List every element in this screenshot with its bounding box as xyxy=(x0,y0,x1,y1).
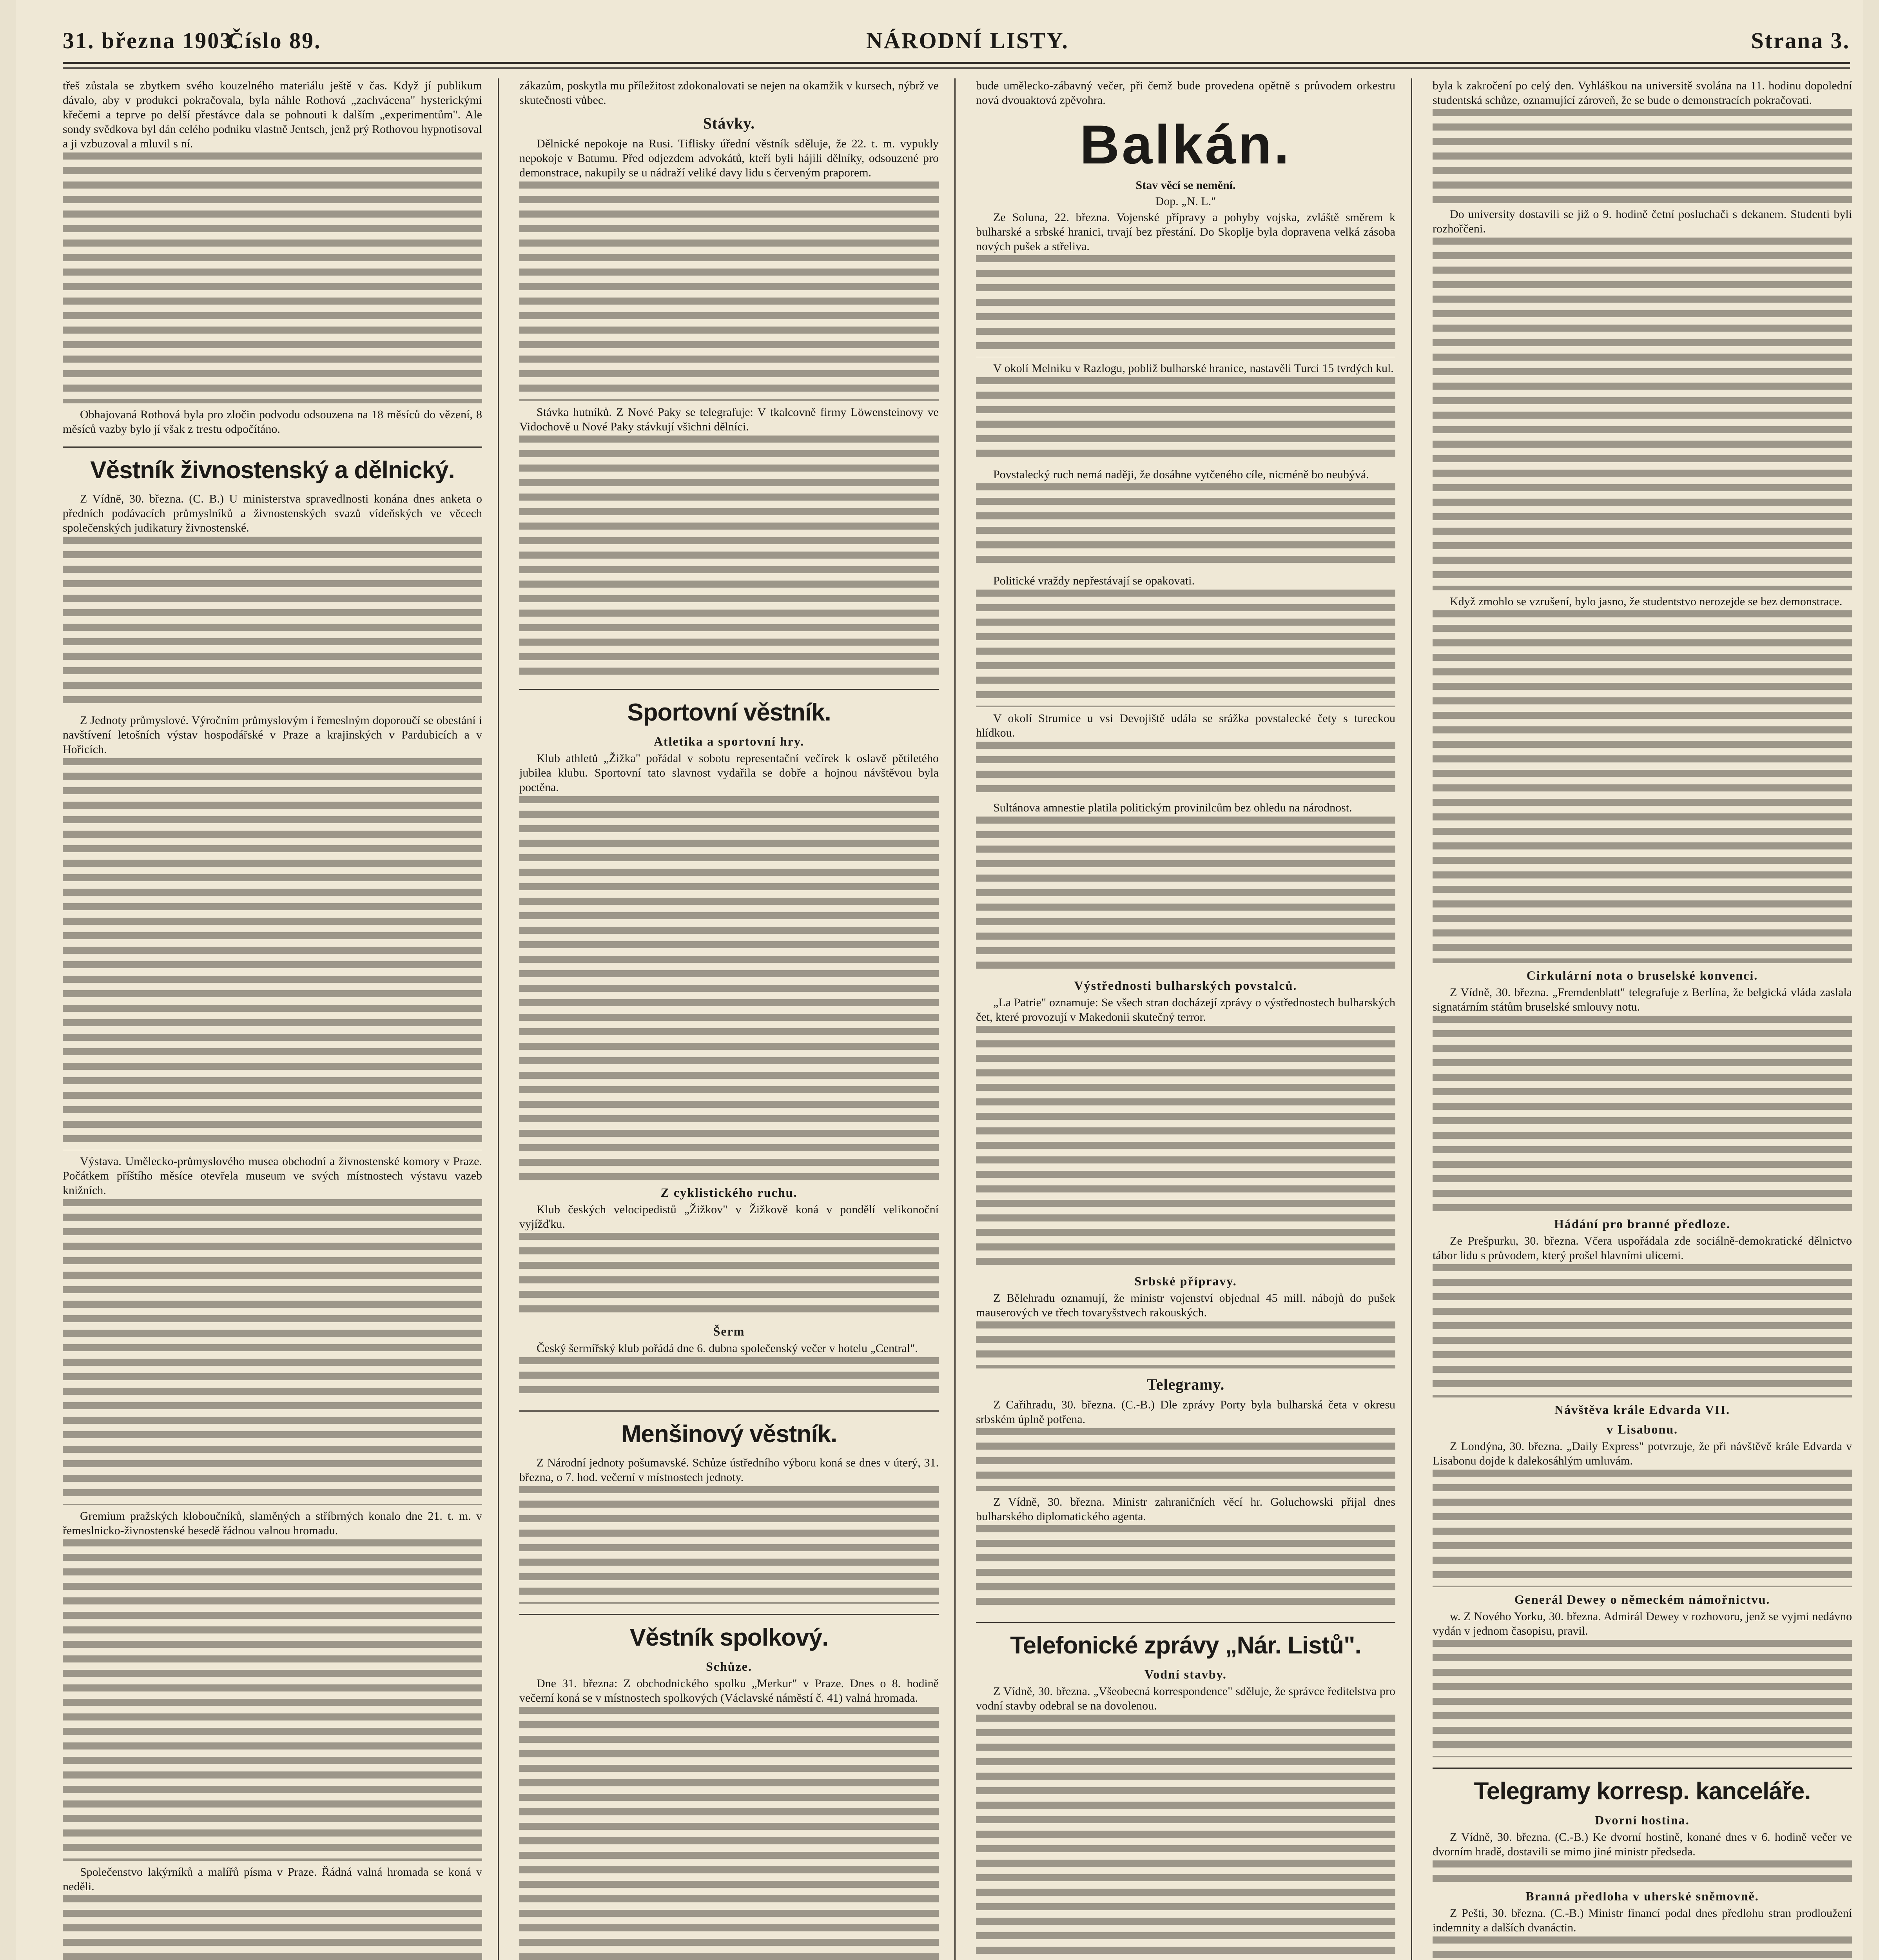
body-text-block xyxy=(63,152,482,403)
feature-subheading: Stav věcí se nemění. xyxy=(1135,179,1236,192)
article-text: V okolí Melniku v Razlogu, pobliž bulharské hranice, nastavěli Turci 15 tvrdých kul. xyxy=(993,362,1394,375)
article-text: Ze Prešpurku, 30. března. Včera uspořádala zde sociálně-demokratické dělnictvo tábor lidu s průvodem, který prošel hlavními ulicemi. xyxy=(1433,1234,1852,1262)
column-divider xyxy=(498,78,499,1960)
body-text-block xyxy=(1433,109,1852,203)
article-text: Český šermířský klub pořádá dne 6. dubna společenský večer v hotelu „Central". xyxy=(537,1342,918,1355)
body-text-block xyxy=(519,181,939,401)
body-text-block xyxy=(1433,1936,1852,1960)
subsection-heading: Generál Dewey o německém námořnictvu. xyxy=(1514,1592,1770,1606)
body-text-block xyxy=(63,537,482,709)
body-text-block xyxy=(63,758,482,1150)
column-divider xyxy=(1411,78,1412,1960)
article-text: Z Vídně, 30. března. Ministr zahraničních věcí hr. Goluchowski přijal dnes bulharského diplomatického agenta. xyxy=(976,1495,1395,1523)
column-3 xyxy=(976,78,1395,1960)
article-text: Klub českých velocipedistů „Žižkov" v Žižkově koná v pondělí velikonoční vyjížďku. xyxy=(519,1203,939,1230)
article-text: Obhajovaná Rothová byla pro zločin podvodu odsouzena na 18 měsíců do vězení, 8 měsíců vazby bylo jí však z trestu odpočítáno. xyxy=(63,408,482,436)
article-text: zákazům, poskytla mu příležitost zdokonalovati se nejen na okamžik v kursech, nýbrž ve skutečnosti vůbec. xyxy=(519,79,939,107)
article-text: Z Vídně, 30. března. (C. B.) U ministerstva spravedlnosti konána dnes anketa o předních podávacích průmyslníků a živnostenských svazů vídeňských ve věcech společenských judikatury živnostenské. xyxy=(63,492,482,534)
section-heading: Telefonické zprávy „Nár. Listů". xyxy=(976,1622,1395,1660)
article-text: Sultánova amnestie platila politickým provinilcům bez ohledu na národnost. xyxy=(993,801,1352,814)
page-number: Strana 3. xyxy=(1751,28,1850,53)
subsection-heading: Schůze. xyxy=(706,1659,752,1673)
body-text-block xyxy=(519,1357,939,1400)
article-text: Ze Soluna, 22. března. Vojenské přípravy a pohyby vojska, zvláště směrem k bulharské a srbské hranici, trvají bez přestání. Do Skoplje byla dopravena velká zásoba nových pušek a střeliva. xyxy=(976,211,1395,253)
body-text-block xyxy=(976,590,1395,707)
body-text-block xyxy=(1433,1264,1852,1397)
subsection-heading: Branná předloha v uherské sněmovně. xyxy=(1525,1889,1759,1903)
article-text: Do university dostavili se již o 9. hodině četní posluchači s dekanem. Studenti byli rozhořčeni. xyxy=(1433,208,1852,235)
article-text: Když zmohlo se vzrušení, bylo jasno, že studentstvo nerozejde se bez demonstrace. xyxy=(1450,595,1843,608)
section-heading: Sportovní věstník. xyxy=(519,689,939,727)
article-text: Z Vídně, 30. března. (C.-B.) Ke dvorní hostině, konané dnes v 6. hodině večer ve dvorním hradě, dostavili se mimo jiné ministr předseda. xyxy=(1433,1831,1852,1858)
subsection-heading: Z cyklistického ruchu. xyxy=(660,1185,798,1200)
subsection-heading: Návštěva krále Edvarda VII. xyxy=(1554,1403,1730,1417)
column-divider xyxy=(954,78,956,1960)
header-rule xyxy=(63,62,1850,64)
article-text: Z Jednoty průmyslové. Výročním průmyslovým i řemeslným doporoučí se obestání i navštívení letošních výstav hospodářské v Praze a krajinských v Pardubicích a v Hořicích. xyxy=(63,714,482,756)
article-text: Z Londýna, 30. března. „Daily Express" potvrzuje, že při návštěvě krále Edvarda v Lisabonu dojde k dalekosáhlým umluvám. xyxy=(1433,1440,1852,1467)
subsection-heading: v Lisabonu. xyxy=(1606,1422,1678,1436)
article-text: Společenstvo lakýrníků a malířů písma v Praze. Řádná valná hromada se koná v neděli. xyxy=(63,1866,482,1893)
section-heading: Stávky. xyxy=(703,114,755,132)
subsection-heading: Atletika a sportovní hry. xyxy=(653,734,805,748)
subsection-heading: Hádání pro branné předloze. xyxy=(1554,1217,1730,1231)
article-text: Gremium pražských kloboučníků, slaměných a stříbrných konalo dne 21. t. m. v řemeslnicko-živnostenské besedě řádnou valnou hromadu. xyxy=(63,1510,482,1537)
body-text-block xyxy=(63,1895,482,1960)
body-text-block xyxy=(519,1486,939,1604)
subsection-heading: Vodní stavby. xyxy=(1144,1667,1227,1681)
article-text: Z Cařihradu, 30. března. (C.-B.) Dle zprávy Porty byla bulharská četa v okresu srbském úplně potřena. xyxy=(976,1398,1395,1426)
article-text: Dne 31. března: Z obchodnického spolku „Merkur" v Praze. Dnes o 8. hodině večerní koná se v místnostech spolkových (Václavské náměstí č. 41) valná hromada. xyxy=(519,1677,939,1704)
article-text: Z Vídně, 30. března. „Všeobecná korrespondence" sděluje, že správce ředitelstva pro vodní stavby odebral se na dovolenou. xyxy=(976,1685,1395,1712)
article-text: „La Patrie" oznamuje: Se všech stran docházejí zprávy o výstřednostech bulharských čet, které provozují v Makedonii skutečný terror. xyxy=(976,996,1395,1024)
newspaper-page xyxy=(16,0,1863,1960)
subsection-heading: Výstřednosti bulharských povstalců. xyxy=(1074,978,1297,993)
body-text-block xyxy=(976,1715,1395,1960)
body-text-block xyxy=(976,1026,1395,1269)
column-1 xyxy=(63,78,482,1960)
body-text-block xyxy=(976,1428,1395,1491)
article-text: Povstalecký ruch nemá naději, že dosáhne vytčeného cíle, nicméně bo neubývá. xyxy=(993,468,1369,481)
byline: Dop. „N. L." xyxy=(1155,195,1216,208)
body-text-block xyxy=(976,377,1395,463)
section-heading: Menšinový věstník. xyxy=(519,1410,939,1448)
subsection-heading: Srbské přípravy. xyxy=(1134,1274,1237,1288)
article-text: w. Z Nového Yorku, 30. března. Admirál Dewey v rozhovoru, jenž se vyjmi nedávno vydán v jednom časopisu, pravil. xyxy=(1433,1610,1852,1637)
section-heading: Věstník spolkový. xyxy=(519,1614,939,1652)
body-text-block xyxy=(519,436,939,679)
subsection-heading: Cirkulární nota o bruselské konvenci. xyxy=(1526,968,1758,982)
feature-headline: Balkán. xyxy=(1080,114,1291,175)
article-text: Z Bělehradu oznamují, že ministr vojenství objednal 45 mill. nábojů do pušek mauserových ve třech tovaryšstvech rakouských. xyxy=(976,1292,1395,1319)
article-text: Z Vídně, 30. března. „Fremdenblatt" telegrafuje z Berlína, že belgická vláda zaslala signatárním státům bruselské smlouvy notu. xyxy=(1433,986,1852,1013)
body-text-block xyxy=(1433,238,1852,590)
body-text-block xyxy=(976,817,1395,973)
body-text-block xyxy=(976,483,1395,570)
issue-date: 31. března 1903. xyxy=(63,28,239,53)
section-heading: Telegramy korresp. kanceláře. xyxy=(1433,1768,1852,1806)
newspaper-title: NÁRODNÍ LISTY. xyxy=(866,28,1069,53)
body-text-block xyxy=(1433,1016,1852,1212)
article-text: byla k zakročení po celý den. Vyhláškou na universitě svolána na 11. hodinu dopolední studentská schůze, oznamující zároveň, že se bude o demonstracích pokračovati. xyxy=(1433,79,1852,107)
article-text: třeš zůstala se zbytkem svého kouzelného materiálu ještě v čas. Když jí publikum dávalo, aby v produkci pokračovala, byla náhle Rothová „zachvácena" hysterickými křečemi a teprve po delší přestávce dala se pohnouti k dalším „experimentům". Ale sondy svědkova byl dán celého podniku vlastně Jentsch, jenž prý Rothovou hypnotisoval a ji vzbuzoval a mluvil s ní. xyxy=(63,79,482,150)
article-text: Výstava. Umělecko-průmyslového musea obchodní a živnostenské komory v Praze. Počátkem příštího měsíce otevřela museum ve svých místnostech výstavu vazeb knižních. xyxy=(63,1155,482,1197)
section-heading: Věstník živnostenský a dělnický. xyxy=(63,446,482,485)
subsection-heading: Šerm xyxy=(713,1324,745,1338)
article-text: Z Pešti, 30. března. (C.-B.) Ministr financí podal dnes předlohu stran prodloužení indemnity a dalších dvanáctin. xyxy=(1433,1907,1852,1934)
body-text-block xyxy=(1433,1860,1852,1884)
section-heading: Telegramy. xyxy=(1146,1376,1225,1393)
body-text-block xyxy=(976,1525,1395,1612)
header-rule-thin xyxy=(63,67,1850,69)
column-2 xyxy=(519,78,939,1960)
body-text-block xyxy=(519,796,939,1180)
body-text-block xyxy=(63,1199,482,1505)
article-text: V okolí Strumice u vsi Devojiště udála se srážka povstalecké čety s tureckou hlídkou. xyxy=(976,712,1395,739)
body-text-block xyxy=(519,1233,939,1319)
article-text: Stávka hutníků. Z Nové Paky se telegrafuje: V tkalcovně firmy Löwensteinovy ve Vidochově u Nové Paky stávkují všichni dělníci. xyxy=(519,406,939,433)
body-text-block xyxy=(976,255,1395,357)
article-text: bude umělecko-zábavný večer, při čemž bude provedena opětně s průvodem orkestru nová dvouaktová zpěvohra. xyxy=(976,79,1395,107)
subsection-heading: Dvorní hostina. xyxy=(1595,1813,1690,1827)
body-text-block xyxy=(63,1539,482,1861)
body-text-block xyxy=(1433,610,1852,963)
article-text: Z Národní jednoty pošumavské. Schůze ústředního výboru koná se dnes v úterý, 31. března, o 7. hod. večerní v místnostech jednoty. xyxy=(519,1456,939,1484)
body-text-block xyxy=(1433,1470,1852,1587)
article-text: Dělnické nepokoje na Rusi. Tiflisky úřední věstník sděluje, že 22. t. m. vypukly nepokoje v Batumu. Před odjezdem advokátů, kteří byli hájili dělníky, odsouzené pro demonstrace, nakupily se u nádraží veliké davy lidu s červeným praporem. xyxy=(519,137,939,179)
body-text-block xyxy=(1433,1640,1852,1757)
masthead xyxy=(63,27,1850,59)
article-text: Klub athletů „Žižka" pořádal v sobotu representační večírek k oslavě pětiletého jubilea klubu. Sportovní tato slavnost vydařila se dobře a hojnou návštěvou byla poctěna. xyxy=(519,752,939,794)
body-text-block xyxy=(976,742,1395,797)
issue-number: Číslo 89. xyxy=(227,28,321,53)
article-text: Politické vraždy nepřestávají se opakovati. xyxy=(993,574,1195,587)
column-4 xyxy=(1433,78,1852,1960)
body-text-block xyxy=(519,1707,939,1960)
body-text-block xyxy=(976,1321,1395,1368)
